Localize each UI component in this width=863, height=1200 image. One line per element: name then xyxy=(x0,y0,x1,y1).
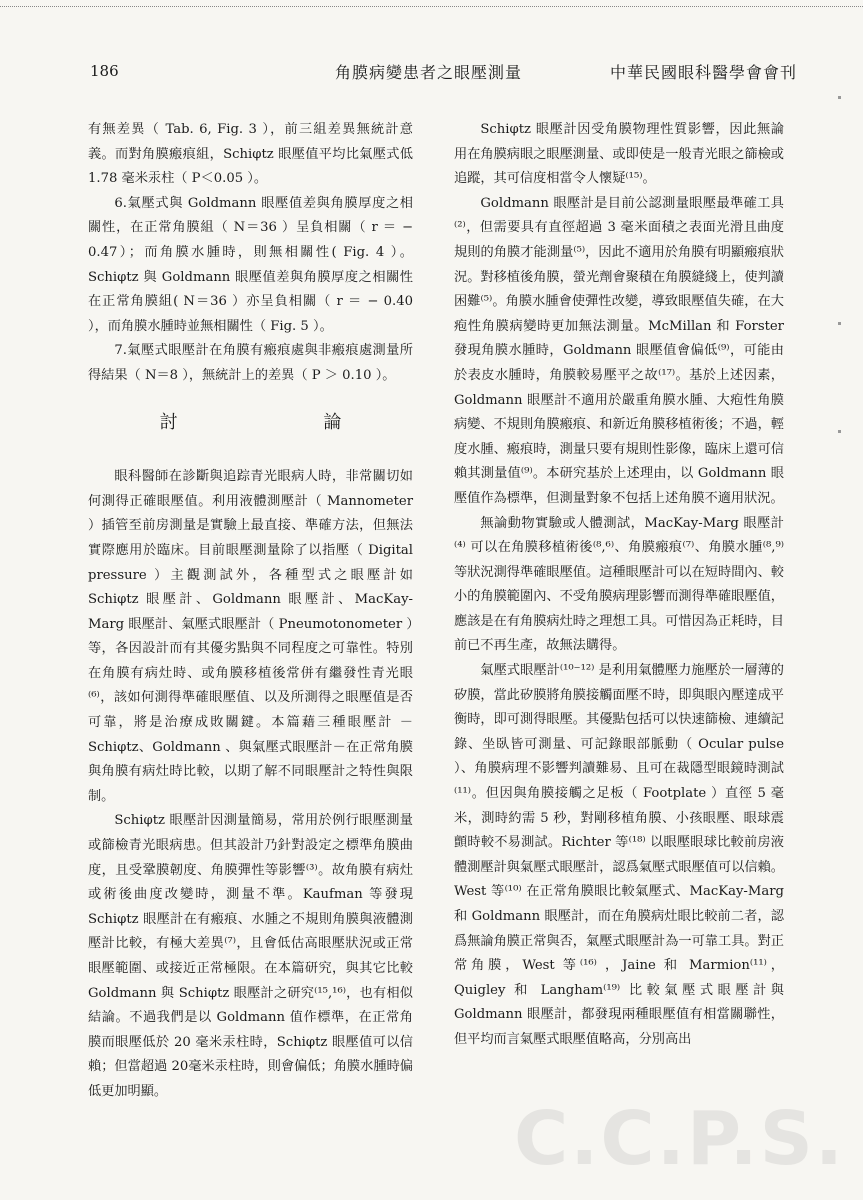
top-border-line xyxy=(0,6,863,7)
paragraph: 6.氣壓式與 Goldmann 眼壓值差與角膜厚度之相關性，在正常角膜組（ N＝36 ）呈負相關（ r ＝ − 0.47）；而角膜水腫時，則無相關性( Fig. 4 ）。Schiφtz 與 Goldmann 眼壓值差與角膜厚度之相關性在正常角膜組( N＝36 ）亦呈負相關（ r ＝ − 0.40 ），而角膜水腫時並無相關性（ Fig. 5 ）。 xyxy=(88,195,413,334)
scan-mark xyxy=(838,96,841,99)
paragraph: Schiφtz 眼壓計因測量簡易，常用於例行眼壓測量或篩檢青光眼病患。但其設計乃針對設定之標準角膜曲度，且受鞏膜韌度、角膜彈性等影響⁽³⁾。故角膜有病灶或術後曲度改變時，測量不準。Kaufman 等發現 Schiφtz 眼壓計在有瘢痕、水腫之不規則角膜與液體測壓計比較，有極大差異⁽⁷⁾，且會低估高眼壓狀況或正常眼壓範圍、或接近正常極限。在本篇研究，與其它比較 Goldmann 與 Schiφtz 眼壓計之研究⁽¹⁵,¹⁶⁾，也有相似結論。不過我們是以 Goldmann 值作標準，在正常角膜而眼壓低於 20 毫米汞柱時，Schiφtz 眼壓值可以信賴；但當超過 20毫米汞柱時，則會偏低；角膜水腫時偏低更加明顯。 xyxy=(88,813,413,1099)
left-column xyxy=(88,118,413,1105)
paragraph: 無論動物實驗或人體測試，MacKay-Marg 眼壓計⁽⁴⁾ 可以在角膜移植術後⁽⁸,⁶⁾、角膜瘢痕⁽⁷⁾、角膜水腫⁽⁸,⁹⁾ 等狀況測得準確眼壓值。這種眼壓計可以在短時間內、較小的角膜範圍內、不受角膜病理影響而測得準確眼壓值，應該是在有角膜病灶時之理想工具。可惜因為正耗時，目前已不再生產，故無法購得。 xyxy=(454,515,784,654)
page-number: 186 xyxy=(90,62,119,80)
paragraph: 有無差異（ Tab. 6, Fig. 3 ），前三組差異無統計意義。而對角膜瘢痕組，Schiφtz 眼壓值平均比氣壓式低 1.78 毫米汞柱（ P＜0.05 ）。 xyxy=(88,122,413,187)
section-heading: 討 論 xyxy=(159,411,412,433)
paragraph: Goldmann 眼壓計是目前公認測量眼壓最準確工具⁽²⁾，但需要具有直徑超過 3 毫米面積之表面光滑且曲度規則的角膜才能測量⁽⁵⁾，因此不適用於角膜有明顯瘢痕狀況。對移植後角膜，螢光劑會聚積在角膜縫綫上，使判讀困難⁽⁵⁾。角膜水腫會使彈性改變，導致眼壓值失確，在大疱性角膜病變時更加無法測量。McMillan 和 Forster 發現角膜水腫時，Goldmann 眼壓值會偏低⁽⁹⁾，可能由於表皮水腫時，角膜較易壓平之故⁽¹⁷⁾。基於上述因素，Goldmann 眼壓計不適用於嚴重角膜水腫、大疱性角膜病變、不規則角膜瘢痕、和新近角膜移植術後；不過，輕度水腫、瘢痕時，測量只要有規則性影像，臨床上還可信賴其測量值⁽⁹⁾。本研究基於上述理由，以 Goldmann 眼壓值作為標準，但測量對象不包括上述角膜不適用狀況。 xyxy=(454,195,784,506)
scan-mark xyxy=(838,322,841,325)
paragraph: 眼科醫師在診斷與追踪青光眼病人時，非常關切如何測得正確眼壓值。利用液體測壓計（ Mannometer ）插管至前房測量是實驗上最直接、準確方法，但無法實際應用於臨床。目前眼壓測量除了以指壓（ Digital pressure ）主觀測試外，各種型式之眼壓計如 Schiφtz 眼壓計、Goldmann 眼壓計、MacKay-Marg 眼壓計、氣壓式眼壓計（ Pneumotonometer ）等，各因設計而有其優劣點與不同程度之可靠性。特別在角膜有病灶時、或角膜移植後常併有繼發性青光眼⁽⁶⁾，該如何測得準確眼壓值、以及所測得之眼壓值是否可靠，將是治療成敗關鍵。本篇藉三種眼壓計 － Schiφtz、Goldmann 、與氣壓式眼壓計－在正常角膜與角膜有病灶時比較，以期了解不同眼壓計之特性與限制。 xyxy=(88,469,413,804)
watermark-logo: C.C.P.S. xyxy=(513,1096,845,1182)
journal-name: 中華民國眼科醫學會會刊 xyxy=(610,63,798,82)
paragraph: 7.氣壓式眼壓計在角膜有瘢痕處與非瘢痕處測量所得結果（ N＝8 ），無統計上的差異（ P ＞ 0.10 ）。 xyxy=(88,343,413,383)
paragraph: 氣壓式眼壓計⁽¹⁰⁻¹²⁾ 是利用氣體壓力施壓於一層薄的矽膜，當此矽膜將角膜接觸面壓不時，即與眼內壓達成平衡時，即可測得眼壓。其優點包括可以快速篩檢、連續記錄、坐臥皆可測量、可記錄眼部脈動（ Ocular pulse ）、角膜病理不影響判讀難易、且可在裁隱型眼鏡時測試⁽¹¹⁾。但因與角膜接觸之足板（ Footplate ）直徑 5 毫米，測時約需 5 秒，對剛移植角膜、小孩眼壓、眼球震顫時較不易測試。Richter 等⁽¹⁸⁾ 以眼壓眼球比較前房液體測壓計與氣壓式眼壓計，認爲氣壓式眼壓值可以信賴。West 等⁽¹⁰⁾ 在正常角膜眼比較氣壓式、MacKay-Marg 和 Goldmann 眼壓計，而在角膜病灶眼比較前二者，認爲無論角膜正常與否，氣壓式眼壓計為一可靠工具。對正常角膜，West 等⁽¹⁶⁾ ，Jaine 和 Marmion⁽¹¹⁾，Quigley 和 Langham⁽¹⁹⁾ 比較氣壓式眼壓計與 Goldmann 眼壓計，都發現兩種眼壓值有相當關聯性，但平均而言氣壓式眼壓值略高，分別高出 xyxy=(454,663,784,1047)
article-title: 角膜病變患者之眼壓測量 xyxy=(335,63,523,82)
right-column xyxy=(454,118,784,1053)
scan-mark xyxy=(838,430,841,433)
running-header xyxy=(0,58,863,88)
paragraph: Schiφtz 眼壓計因受角膜物理性質影響，因此無論用在角膜病眼之眼壓測量、或即使是一般青光眼之篩檢或追蹤，其可信度相當令人懷疑⁽¹⁵⁾。 xyxy=(454,122,784,187)
